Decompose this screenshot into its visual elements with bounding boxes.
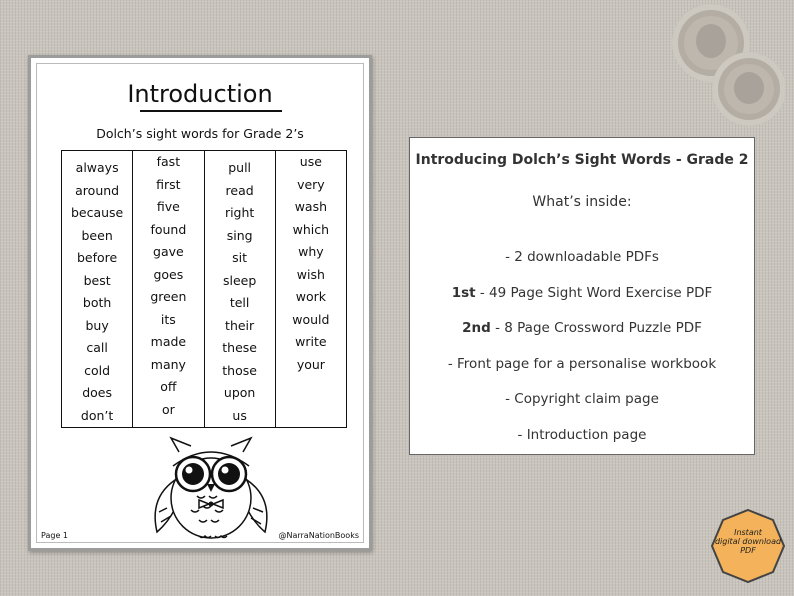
list-item [410,424,754,460]
sight-word-table [61,150,347,428]
sight-word: many [150,356,186,372]
whats-inside-label: What’s inside: [532,194,632,210]
worksheet-page [28,55,372,551]
sight-word: sit [232,250,248,265]
list-item [410,388,754,424]
author-credit: @NarraNationBooks [278,531,359,540]
sight-word: read [225,182,254,198]
sight-word: us [232,407,247,423]
page-number: Page 1 [41,531,68,540]
sight-word: five [156,199,180,214]
badge-line-3: PDF [740,546,756,555]
badge-line-1: Instant [734,528,762,537]
sight-word: first [156,176,181,192]
sight-word: both [82,295,112,310]
sight-word: goes [153,266,184,282]
sight-word: cold [84,362,111,378]
list-item [410,282,754,318]
coaster-center-2 [734,72,764,104]
sight-word: write [295,334,327,349]
word-column-2 [132,151,203,427]
sight-word: fast [156,154,181,169]
item-emphasis: 1st [451,284,476,301]
sight-word: best [83,272,111,288]
item-text: - Introduction page [517,426,647,443]
sight-word: those [222,362,257,378]
sight-word: off [160,379,177,394]
sight-word: around [75,182,120,198]
sight-word: work [295,289,326,304]
item-text: - 8 Page Crossword Puzzle PDF [490,320,702,336]
worksheet-title: Introduction [127,80,273,108]
sight-word: before [77,250,118,265]
sight-word: which [292,221,330,237]
list-item [410,246,754,282]
card-title: Introducing Dolch’s Sight Words - Grade 2 [415,152,749,168]
product-info-card [409,137,755,455]
sight-word: buy [85,317,109,333]
title-underline [140,110,282,112]
item-text: - Copyright claim page [505,391,659,407]
list-item [410,317,754,353]
sight-word: use [299,154,322,169]
sight-word: wash [294,199,328,214]
sight-word: sleep [222,272,257,288]
sight-word: why [298,244,324,259]
worksheet-inner-border [36,63,364,543]
badge-line-2: digital download [714,537,782,546]
sight-word: their [225,317,255,333]
contents-list [410,246,754,459]
coaster-decoration-2 [712,52,786,126]
sight-word: because [70,205,124,220]
sight-word: right [224,205,255,220]
sight-word: always [75,160,119,175]
sight-word: call [86,340,108,355]
sight-word: very [297,176,325,192]
sight-word: found [150,221,187,237]
coaster-center [696,24,726,58]
sight-word: tell [229,295,250,310]
sight-word: been [81,227,113,243]
sight-word: don’t [80,407,114,423]
owl-icon [145,436,277,540]
sight-word: these [222,340,257,355]
sight-word: does [82,385,113,400]
sight-word: made [150,334,187,349]
sight-word: its [160,311,176,327]
sight-word: would [292,311,330,327]
item-text: - 2 downloadable PDFs [505,249,659,265]
word-column-4 [275,151,346,427]
list-item [410,353,754,389]
sight-word: green [150,289,187,304]
item-emphasis: 2nd [462,320,491,336]
worksheet-subtitle: Dolch’s sight words for Grade 2’s [96,126,304,141]
sight-word: pull [228,160,252,175]
sight-word: gave [153,244,184,259]
download-badge-text [710,528,786,555]
sight-word: or [161,401,175,417]
word-column-1 [62,151,132,427]
sight-word: upon [223,385,256,400]
sight-word: your [296,356,325,372]
item-text: - 49 Page Sight Word Exercise PDF [475,284,713,301]
word-column-3 [204,151,275,427]
item-text: - Front page for a personalise workbook [447,355,717,372]
sight-word: sing [226,227,253,243]
sight-word: wish [296,266,325,282]
